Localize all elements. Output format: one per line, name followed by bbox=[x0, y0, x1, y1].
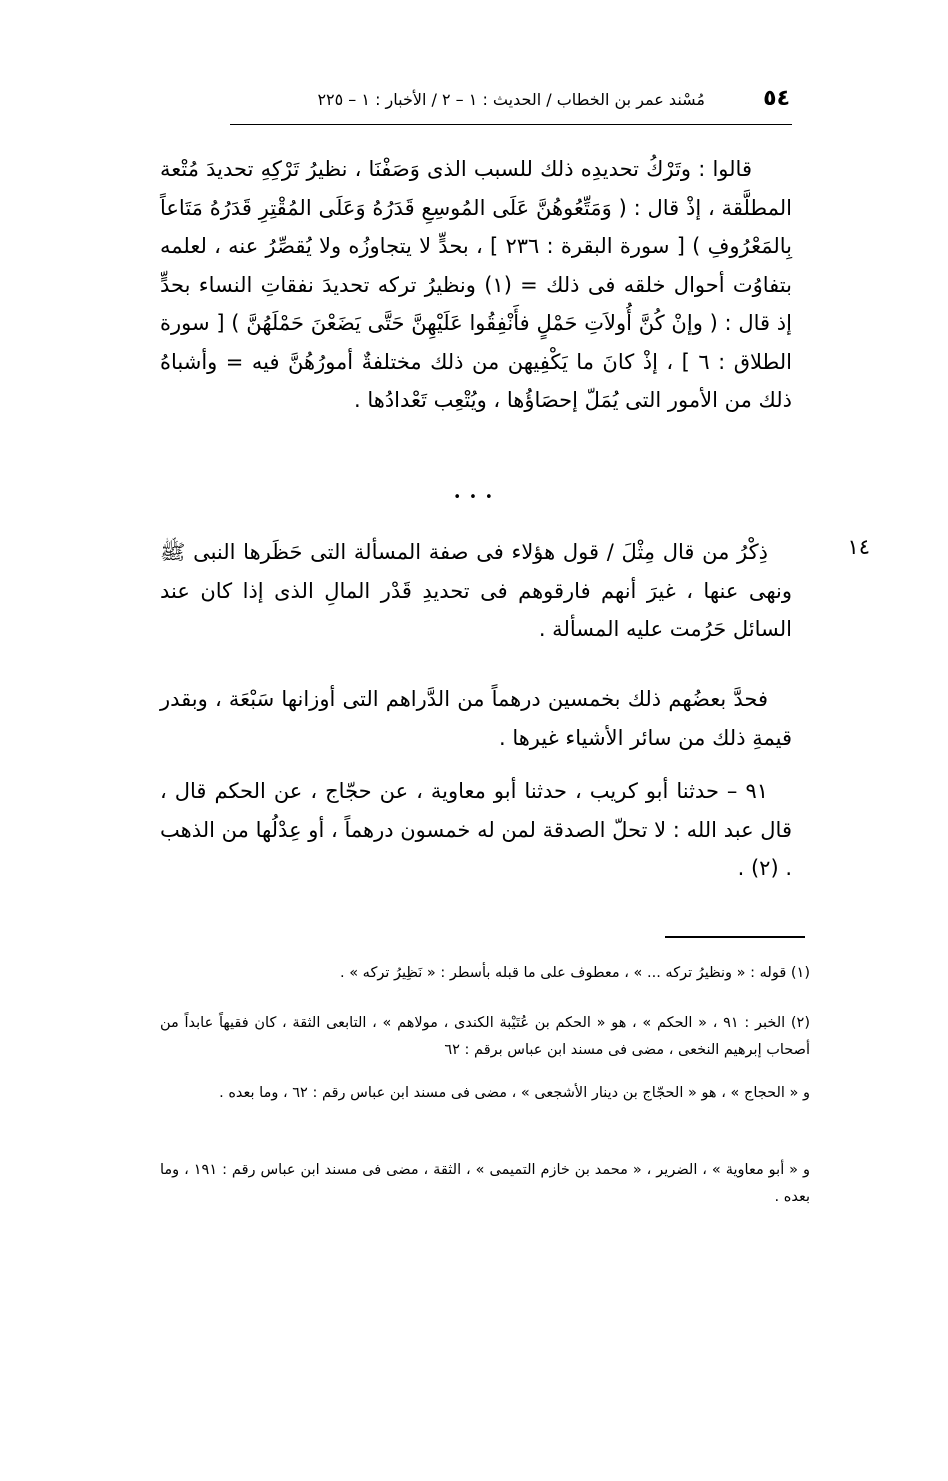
footnote-1: (١) قوله : « ونظيرُ تركه ... » ، معطوف على ما قبله بأسطر : « نَظِيرُ تركه » . bbox=[339, 965, 810, 981]
header-rule bbox=[230, 124, 792, 125]
paragraph-3: فحدَّ بعضُهم ذلك بخمسين درهماً من الدَّراهم التى أوزانها سَبْعَة ، وبقدر قيمةِ ذلك من سائر الأشياء غيرها . bbox=[160, 687, 792, 750]
paragraph-4: ٩١ – حدثنا أبو كريب ، حدثنا أبو معاوية ، عن حجّاج ، عن الحكم قال ، قال عبد الله : لا تحلّ الصدقة لمن له خمسون درهماً ، أو عِدْلُها من الذهب . (٢) . bbox=[160, 779, 792, 880]
footnote-2-continued-a: و « الحجاج » ، هو « الحجّاج بن دينار الأشجعى » ، مضى فى مسند ابن عباس رقم : ٦٢ ، وما بعده . bbox=[219, 1085, 810, 1101]
page-header bbox=[230, 86, 790, 120]
page-number: ٥٤ bbox=[763, 86, 790, 111]
paragraph-2: ذِكْرُ من قال مِثْلَ / قول هؤلاء فى صفة المسألة التى حَظَرها النبى ﷺ ونهى عنها ، غيرَ أنهم فارقوهم فى تحديدِ قَدْر المالِ الذى إذا كان عند السائل حَرُمت عليه المسألة . bbox=[160, 540, 792, 641]
section-separator: • • • bbox=[453, 490, 495, 505]
running-title: مُسْند عمر بن الخطاب / الحديث : ١ – ٢ / الأخبار : ١ – ٢٢٥ bbox=[317, 90, 705, 109]
paragraph-1: قالوا : وتَرْكُ تحديدِه ذلك للسبب الذى وَصَفْنَا ، نظيرُ تَرْكِهِ تحديدَ مُتْعة المطلَّقة ، إذْ قال : ( وَمَتِّعُوهُنَّ عَلَى المُوسِعِ قَدَرُهُ وَعَلَى المُقْتِرِ قَدَرُهُ مَتَاعاً بِالمَعْرُوفِ ) [ سورة البقرة : ٢٣٦ ] ، بحدٍّ لا يتجاوزُه ولا يُقصِّرُ عنه ، لعلمه بتفاوُت أحوال خلقه فى ذلك = (١) ونظيرُ تركه تحديدَ نفقاتِ النساء بحدٍّ إذ قال : ( وإنْ كُنَّ أُولاَتِ حَمْلٍ فأَنْفِقُوا عَلَيْهِنَّ حَتَّى يَضَعْنَ حَمْلَهُنَّ ) [ سورة الطلاق : ٦ ] ، إذْ كانَ ما يَكْفِيهن من ذلك مختلفةٌ أمورُهُنَّ فيه = وأشباهُ ذلك من الأمور التى يُمَلّ إحصَاؤُها ، ويُتْعِب تَعْدادُها . bbox=[160, 157, 793, 412]
footnote-2-continued-b: و « أبو معاوية » ، الضرير ، « محمد بن خازم التميمى » ، الثقة ، مضى فى مسند ابن عباس رقم : ١٩١ ، وما بعده . bbox=[160, 1162, 810, 1205]
footnote-rule bbox=[665, 936, 805, 938]
margin-number: ١٤ bbox=[847, 535, 870, 559]
footnote-2: (٢) الخبر : ٩١ ، « الحكم » ، هو « الحكم بن عُتَيْبة الكندى ، مولاهم » ، التابعى الثقة ، كان فقيهاً عابداً من أصحاب إبرهيم النخعى ، مضى فى مسند ابن عباس برقم : ٦٢ bbox=[160, 1015, 810, 1058]
